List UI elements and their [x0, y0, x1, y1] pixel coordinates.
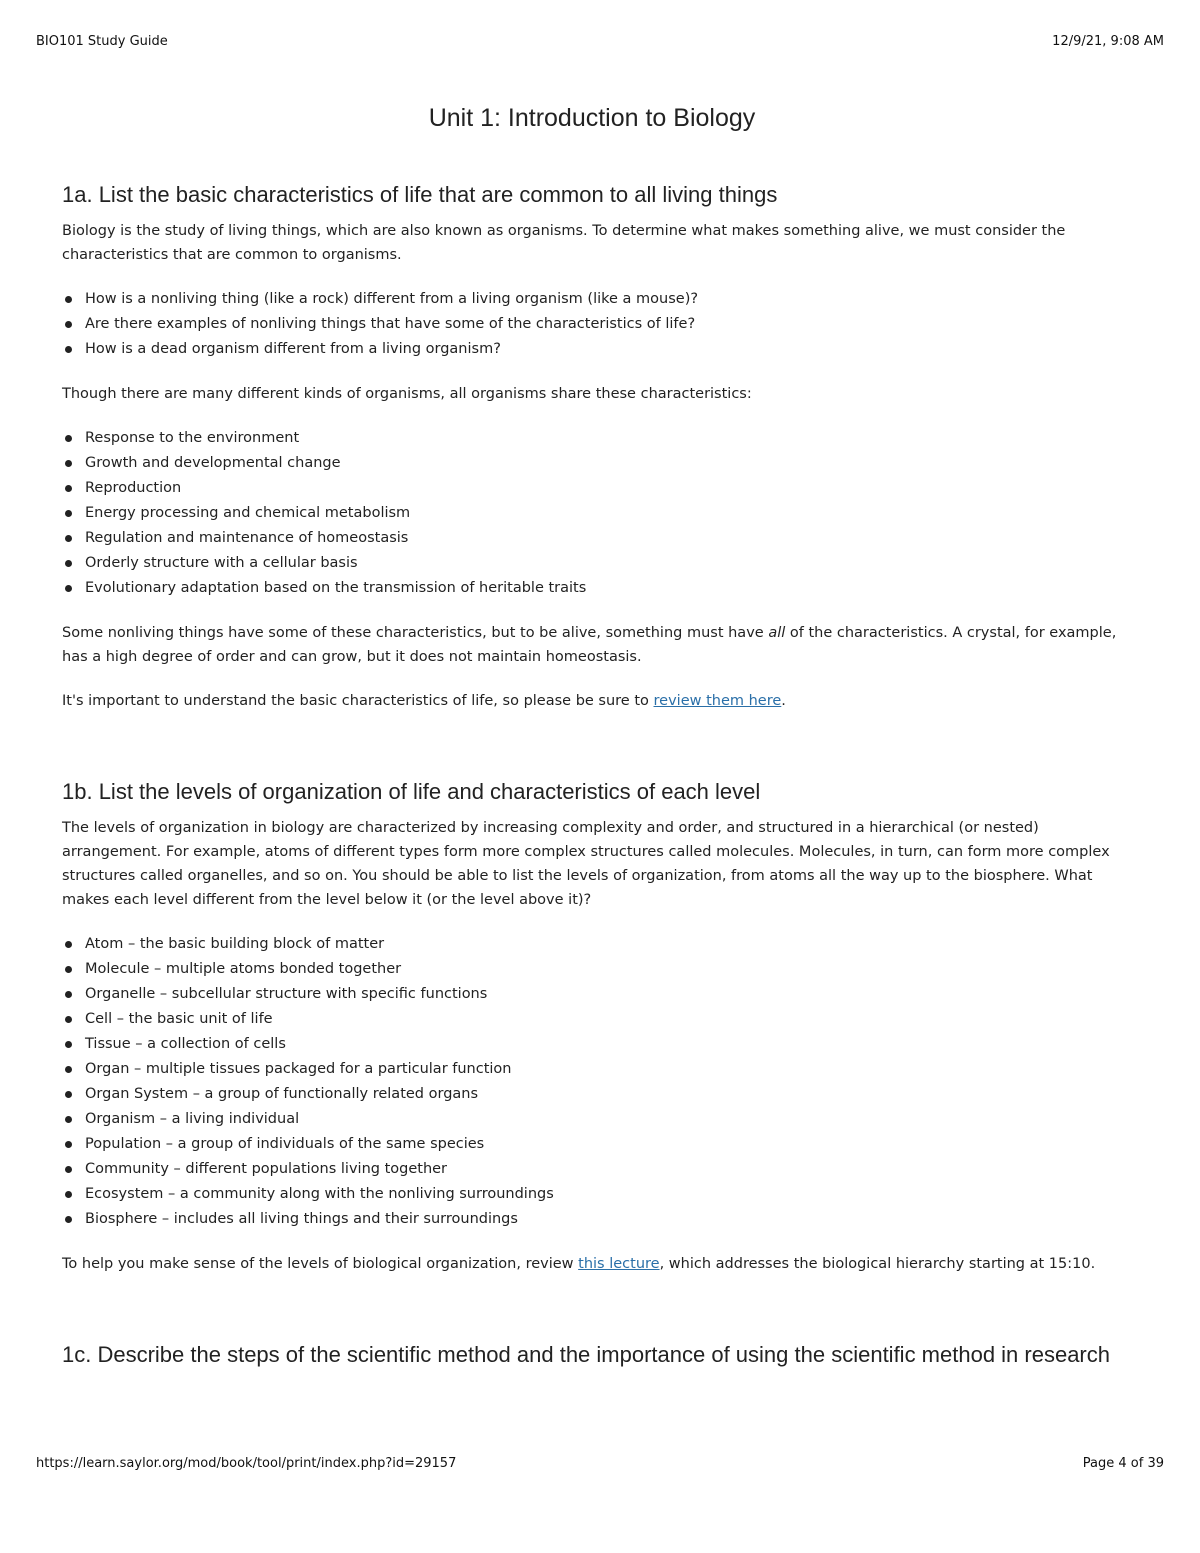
list-item: Cell – the basic unit of life [62, 1007, 1122, 1032]
section-1a [62, 180, 1122, 713]
levels-list [62, 932, 1122, 1232]
list-item: Growth and developmental change [62, 451, 1122, 476]
page-number: Page 4 of 39 [1082, 1456, 1164, 1471]
bullet-icon [65, 991, 72, 998]
section-1c-title: 1c. Describe the steps of the scientific method and the importance of using the scientific method in research [62, 1342, 1110, 1367]
list-item: Organelle – subcellular structure with specific functions [62, 982, 1122, 1007]
list-item: Regulation and maintenance of homeostasis [62, 526, 1122, 551]
bullet-icon [65, 510, 72, 517]
bullet-icon [65, 1166, 72, 1173]
list-item: Evolutionary adaptation based on the transmission of heritable traits [62, 576, 1122, 601]
list-item: Population – a group of individuals of the same species [62, 1132, 1122, 1157]
list-item: Are there examples of nonliving things that have some of the characteristics of life? [62, 312, 1122, 337]
bullet-icon [65, 1041, 72, 1048]
section-1c [62, 1340, 1122, 1369]
bullet-icon [65, 966, 72, 973]
bullet-icon [65, 321, 72, 328]
bullet-icon [65, 1191, 72, 1198]
bullet-icon [65, 941, 72, 948]
list-item: Organ System – a group of functionally related organs [62, 1082, 1122, 1107]
print-timestamp: 12/9/21, 9:08 AM [1052, 34, 1164, 49]
section-1b-intro: The levels of organization in biology are characterized by increasing complexity and order, and structured in a hierarchical (or nested) arrangement. For example, atoms of different types form more complex structures called molecules. Molecules, in turn, can form more complex structures called organelles, and so on. You should be able to list the levels of organization, from atoms all the way up to the biosphere. What makes each level different from the level below it (or the level above it)? [62, 820, 1110, 908]
page-url: https://learn.saylor.org/mod/book/tool/print/index.php?id=29157 [36, 1456, 457, 1471]
list-item: Reproduction [62, 476, 1122, 501]
bullet-icon [65, 346, 72, 353]
section-1b [62, 777, 1122, 1276]
characteristics-list [62, 426, 1122, 601]
bullet-icon [65, 1216, 72, 1223]
bullet-icon [65, 1091, 72, 1098]
emphasis-all: all [768, 625, 786, 641]
bullet-icon [65, 435, 72, 442]
page-content [62, 100, 1122, 1379]
list-item: Tissue – a collection of cells [62, 1032, 1122, 1057]
bullet-icon [65, 460, 72, 467]
list-item: How is a dead organism different from a living organism? [62, 337, 1122, 362]
bullet-icon [65, 296, 72, 303]
unit-title: Unit 1: Introduction to Biology [428, 104, 756, 132]
section-1a-questions [62, 287, 1122, 362]
section-1a-title: 1a. List the basic characteristics of life that are common to all living things [62, 182, 778, 207]
section-1a-intro: Biology is the study of living things, which are also known as organisms. To determine what makes something alive, we must consider the characteristics that are common to organisms. [62, 223, 1066, 263]
list-item: Molecule – multiple atoms bonded together [62, 957, 1122, 982]
list-item: How is a nonliving thing (like a rock) different from a living organism (like a mouse)? [62, 287, 1122, 312]
section-1a-shared-intro: Though there are many different kinds of organisms, all organisms share these characteristics: [62, 386, 752, 402]
list-item: Organism – a living individual [62, 1107, 1122, 1132]
nonliving-paragraph: Some nonliving things have some of these characteristics, but to be alive, something must have all of the characteristics. A crystal, for example, has a high degree of order and can grow, but it does not maintain homeostasis. [62, 625, 1117, 665]
list-item: Atom – the basic building block of matter [62, 932, 1122, 957]
bullet-icon [65, 560, 72, 567]
bullet-icon [65, 1141, 72, 1148]
section-1b-title: 1b. List the levels of organization of life and characteristics of each level [62, 779, 761, 804]
bullet-icon [65, 1116, 72, 1123]
list-item: Orderly structure with a cellular basis [62, 551, 1122, 576]
list-item: Organ – multiple tissues packaged for a particular function [62, 1057, 1122, 1082]
bullet-icon [65, 1016, 72, 1023]
list-item: Biosphere – includes all living things and their surroundings [62, 1207, 1122, 1232]
this-lecture-link[interactable]: this lecture [578, 1256, 660, 1272]
bullet-icon [65, 1066, 72, 1073]
bullet-icon [65, 535, 72, 542]
bullet-icon [65, 485, 72, 492]
print-header [36, 34, 1164, 52]
bullet-icon [65, 585, 72, 592]
review-them-here-link[interactable]: review them here [653, 693, 782, 709]
list-item: Energy processing and chemical metabolism [62, 501, 1122, 526]
print-footer [36, 1456, 1164, 1474]
list-item: Community – different populations living together [62, 1157, 1122, 1182]
review-paragraph: It's important to understand the basic characteristics of life, so please be sure to review them here. [62, 693, 786, 709]
list-item: Response to the environment [62, 426, 1122, 451]
lecture-paragraph: To help you make sense of the levels of biological organization, review this lecture, which addresses the biological hierarchy starting at 15:10. [62, 1256, 1096, 1272]
list-item: Ecosystem – a community along with the nonliving surroundings [62, 1182, 1122, 1207]
document-title: BIO101 Study Guide [36, 34, 168, 49]
